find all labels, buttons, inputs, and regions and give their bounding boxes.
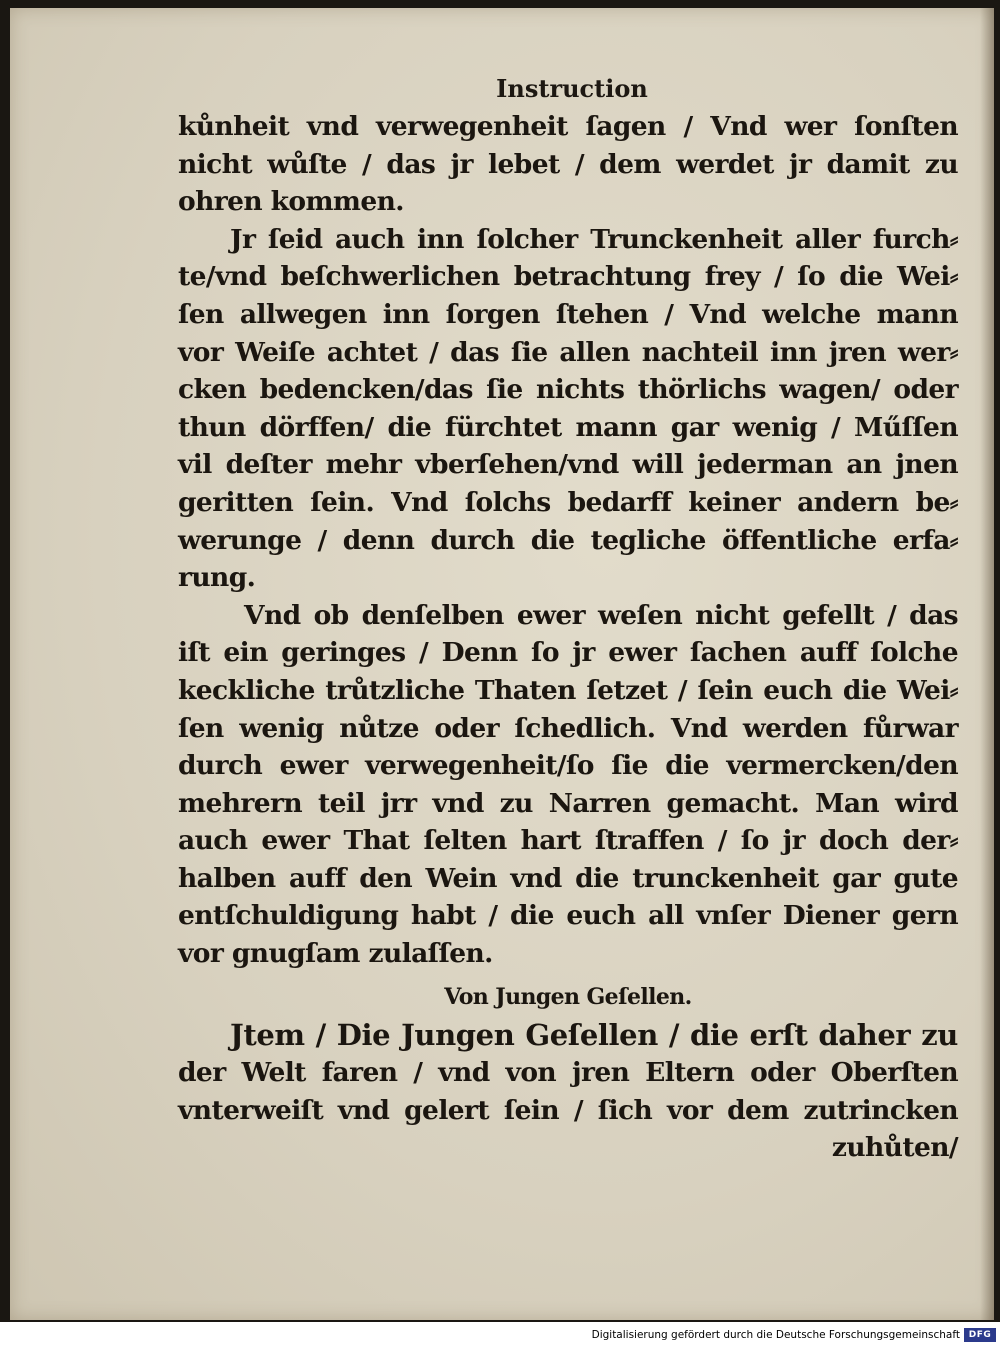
text-line: thun dörffen/ die fürchtet mann gar wenig / Műſſen <box>178 411 958 443</box>
text-line: der Welt faren / vnd von jren Eltern oder Oberſten <box>178 1057 958 1089</box>
text-line: auch ewer That ſelten hart ſtraffen / ſo jr doch der⸗ <box>178 825 958 857</box>
text-line: ohren kommen. <box>178 186 404 218</box>
text-line: geritten ſein. Vnd ſolchs bedarff keiner andern be⸗ <box>178 486 958 518</box>
footer-bar <box>0 1322 1000 1348</box>
dfg-logo-icon: DFG <box>964 1328 996 1342</box>
section-heading: Von Jungen Geſellen. <box>444 983 692 1010</box>
funding-credit: Digitalisierung gefördert durch die Deutsche Forschungsgemeinschaft <box>591 1329 960 1341</box>
text-line: cken bedencken/das ſie nichts thörlichs wagen/ oder <box>178 374 958 406</box>
text-line: entſchuldigung habt / die euch all vnſer Diener gern <box>178 900 958 932</box>
text-line: Vnd ob denſelben ewer weſen nicht gefellt / das <box>244 599 958 631</box>
book-page <box>10 8 994 1320</box>
text-line: kůnheit vnd verwegenheit ſagen / Vnd wer ſonſten <box>178 111 958 142</box>
text-line: Jtem / Die Jungen Geſellen / die erſt daher zu <box>230 1017 958 1052</box>
text-line: te/vnd beſchwerlichen betrachtung frey / ſo die Wei⸗ <box>178 261 958 293</box>
text-line: vor Weiſe achtet / das ſie allen nachteil inn jren wer⸗ <box>178 336 958 368</box>
text-line: Jr ſeid auch inn ſolcher Trunckenheit aller furch⸗ <box>230 223 958 255</box>
text-line: mehrern teil jrr vnd zu Narren gemacht. Man wird <box>178 787 958 819</box>
text-line: halben auff den Wein vnd die trunckenheit gar gute <box>178 862 958 894</box>
text-line: keckliche trůtzliche Thaten ſetzet / ſein euch die Wei⸗ <box>178 674 958 706</box>
text-line: vnterweiſt vnd gelert ſein / ſich vor dem zutrincken <box>178 1094 958 1126</box>
text-line: ſen wenig nůtze oder ſchedlich. Vnd werden fůrwar <box>178 712 958 744</box>
text-line: iſt ein geringes / Denn ſo jr ewer ſachen auff ſolche <box>178 637 958 669</box>
catchword: zuhůten/ <box>831 1132 958 1164</box>
running-head: Instruction <box>496 74 648 103</box>
body-text <box>178 108 958 1167</box>
text-line: vor gnugſam zulaſſen. <box>178 938 493 970</box>
text-line: ſen allwegen inn ſorgen ſtehen / Vnd welche mann <box>178 298 958 330</box>
text-line: nicht wůſte / das jr lebet / dem werdet jr damit zu <box>178 148 958 180</box>
text-line: werunge / denn durch die tegliche öffentliche erfa⸗ <box>178 524 958 556</box>
text-line: vil deſter mehr vberſehen/vnd will jederman an jnen <box>178 449 958 481</box>
text-line: rung. <box>178 562 256 594</box>
text-line: durch ewer verwegenheit/ſo ſie die vermercken/den <box>178 750 958 782</box>
